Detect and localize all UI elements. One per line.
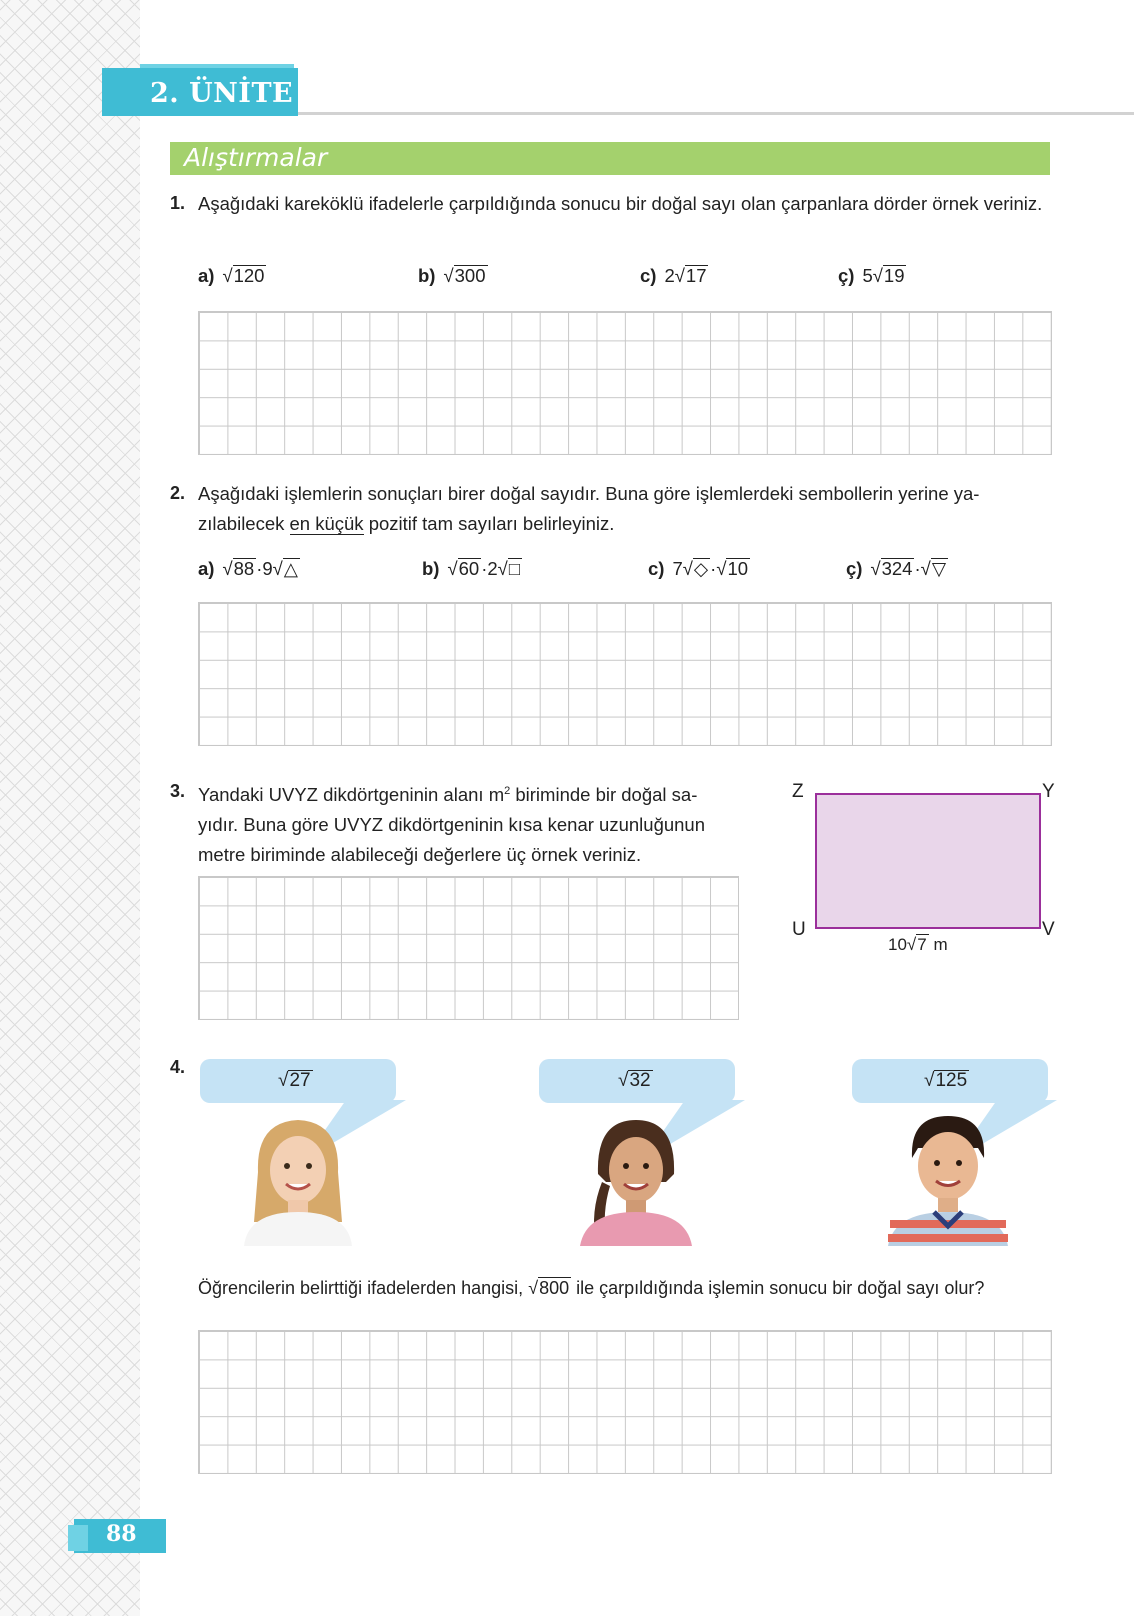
vertex-y: Y: [1042, 781, 1055, 802]
side-pattern: [0, 0, 140, 1616]
page-number: 88: [106, 1521, 137, 1547]
vertex-z: Z: [792, 781, 804, 802]
q1-number: 1.: [170, 193, 186, 213]
q2-option-a: a) √88 ·9√△: [198, 558, 299, 579]
unit-title: 2. ÜNİTE: [150, 78, 294, 109]
q1-option-cc: ç) 5√19: [838, 265, 905, 286]
rectangle-uvyz: [815, 793, 1041, 929]
vertex-u: U: [792, 919, 806, 940]
q4-number: 4.: [170, 1057, 186, 1077]
bubble-1-text: √27: [278, 1070, 311, 1091]
q1-option-b: b) √300: [418, 265, 486, 286]
q2-option-c: c) 7√◇ ·√10: [648, 558, 749, 579]
q1-option-a: a) √120: [198, 265, 265, 286]
q4-question: Öğrencilerin belirttiği ifadelerden hangisi, √800 ile çarpıldığında işlemin sonucu bir doğal sayı olur?: [198, 1278, 985, 1298]
q2-option-cc: ç) √324 ·√▽: [846, 558, 947, 579]
bubble-3-text: √125: [924, 1070, 968, 1091]
q3-text: Yandaki UVYZ dikdörtgeninin alanı $m^2$ biriminde bir doğal sa- yıdır. Buna göre UVYZ dikdörtgeninin kısa kenar uzunluğunun metre biriminde alabileceği değerlere üç örnek veriniz.: [198, 784, 706, 866]
q1-text: Aşağıdaki kareköklü ifadelerle çarpıldığında sonucu bir doğal sayı olan çarpanlara dörder örnek veriniz.: [198, 193, 1043, 214]
header-rule: [298, 112, 1134, 115]
side-length-label: 10√7 m: [888, 935, 948, 954]
section-title: Alıştırmalar: [184, 143, 328, 172]
q2-answer-grid[interactable]: [198, 602, 1052, 746]
q2-number: 2.: [170, 483, 186, 503]
girl-1-illustration: [238, 1112, 358, 1246]
boy-illustration: [882, 1108, 1014, 1246]
q1-answer-grid[interactable]: [198, 311, 1052, 455]
bubble-2-text: √32: [618, 1070, 651, 1091]
q3-answer-grid[interactable]: [198, 876, 739, 1020]
q4-answer-grid[interactable]: [198, 1330, 1052, 1474]
q2-option-b: b) √60 ·2√□: [422, 558, 520, 579]
q1-option-c: c) 2√17: [640, 265, 707, 286]
q3-number: 3.: [170, 781, 186, 801]
girl-2-illustration: [576, 1112, 696, 1246]
q2-text: Aşağıdaki işlemlerin sonuçları birer doğal sayıdır. Buna göre işlemlerdeki sembollerin yerine ya- zılabilecek en küçük pozitif tam sayıları belirleyiniz.: [198, 483, 980, 534]
vertex-v: V: [1042, 919, 1055, 940]
